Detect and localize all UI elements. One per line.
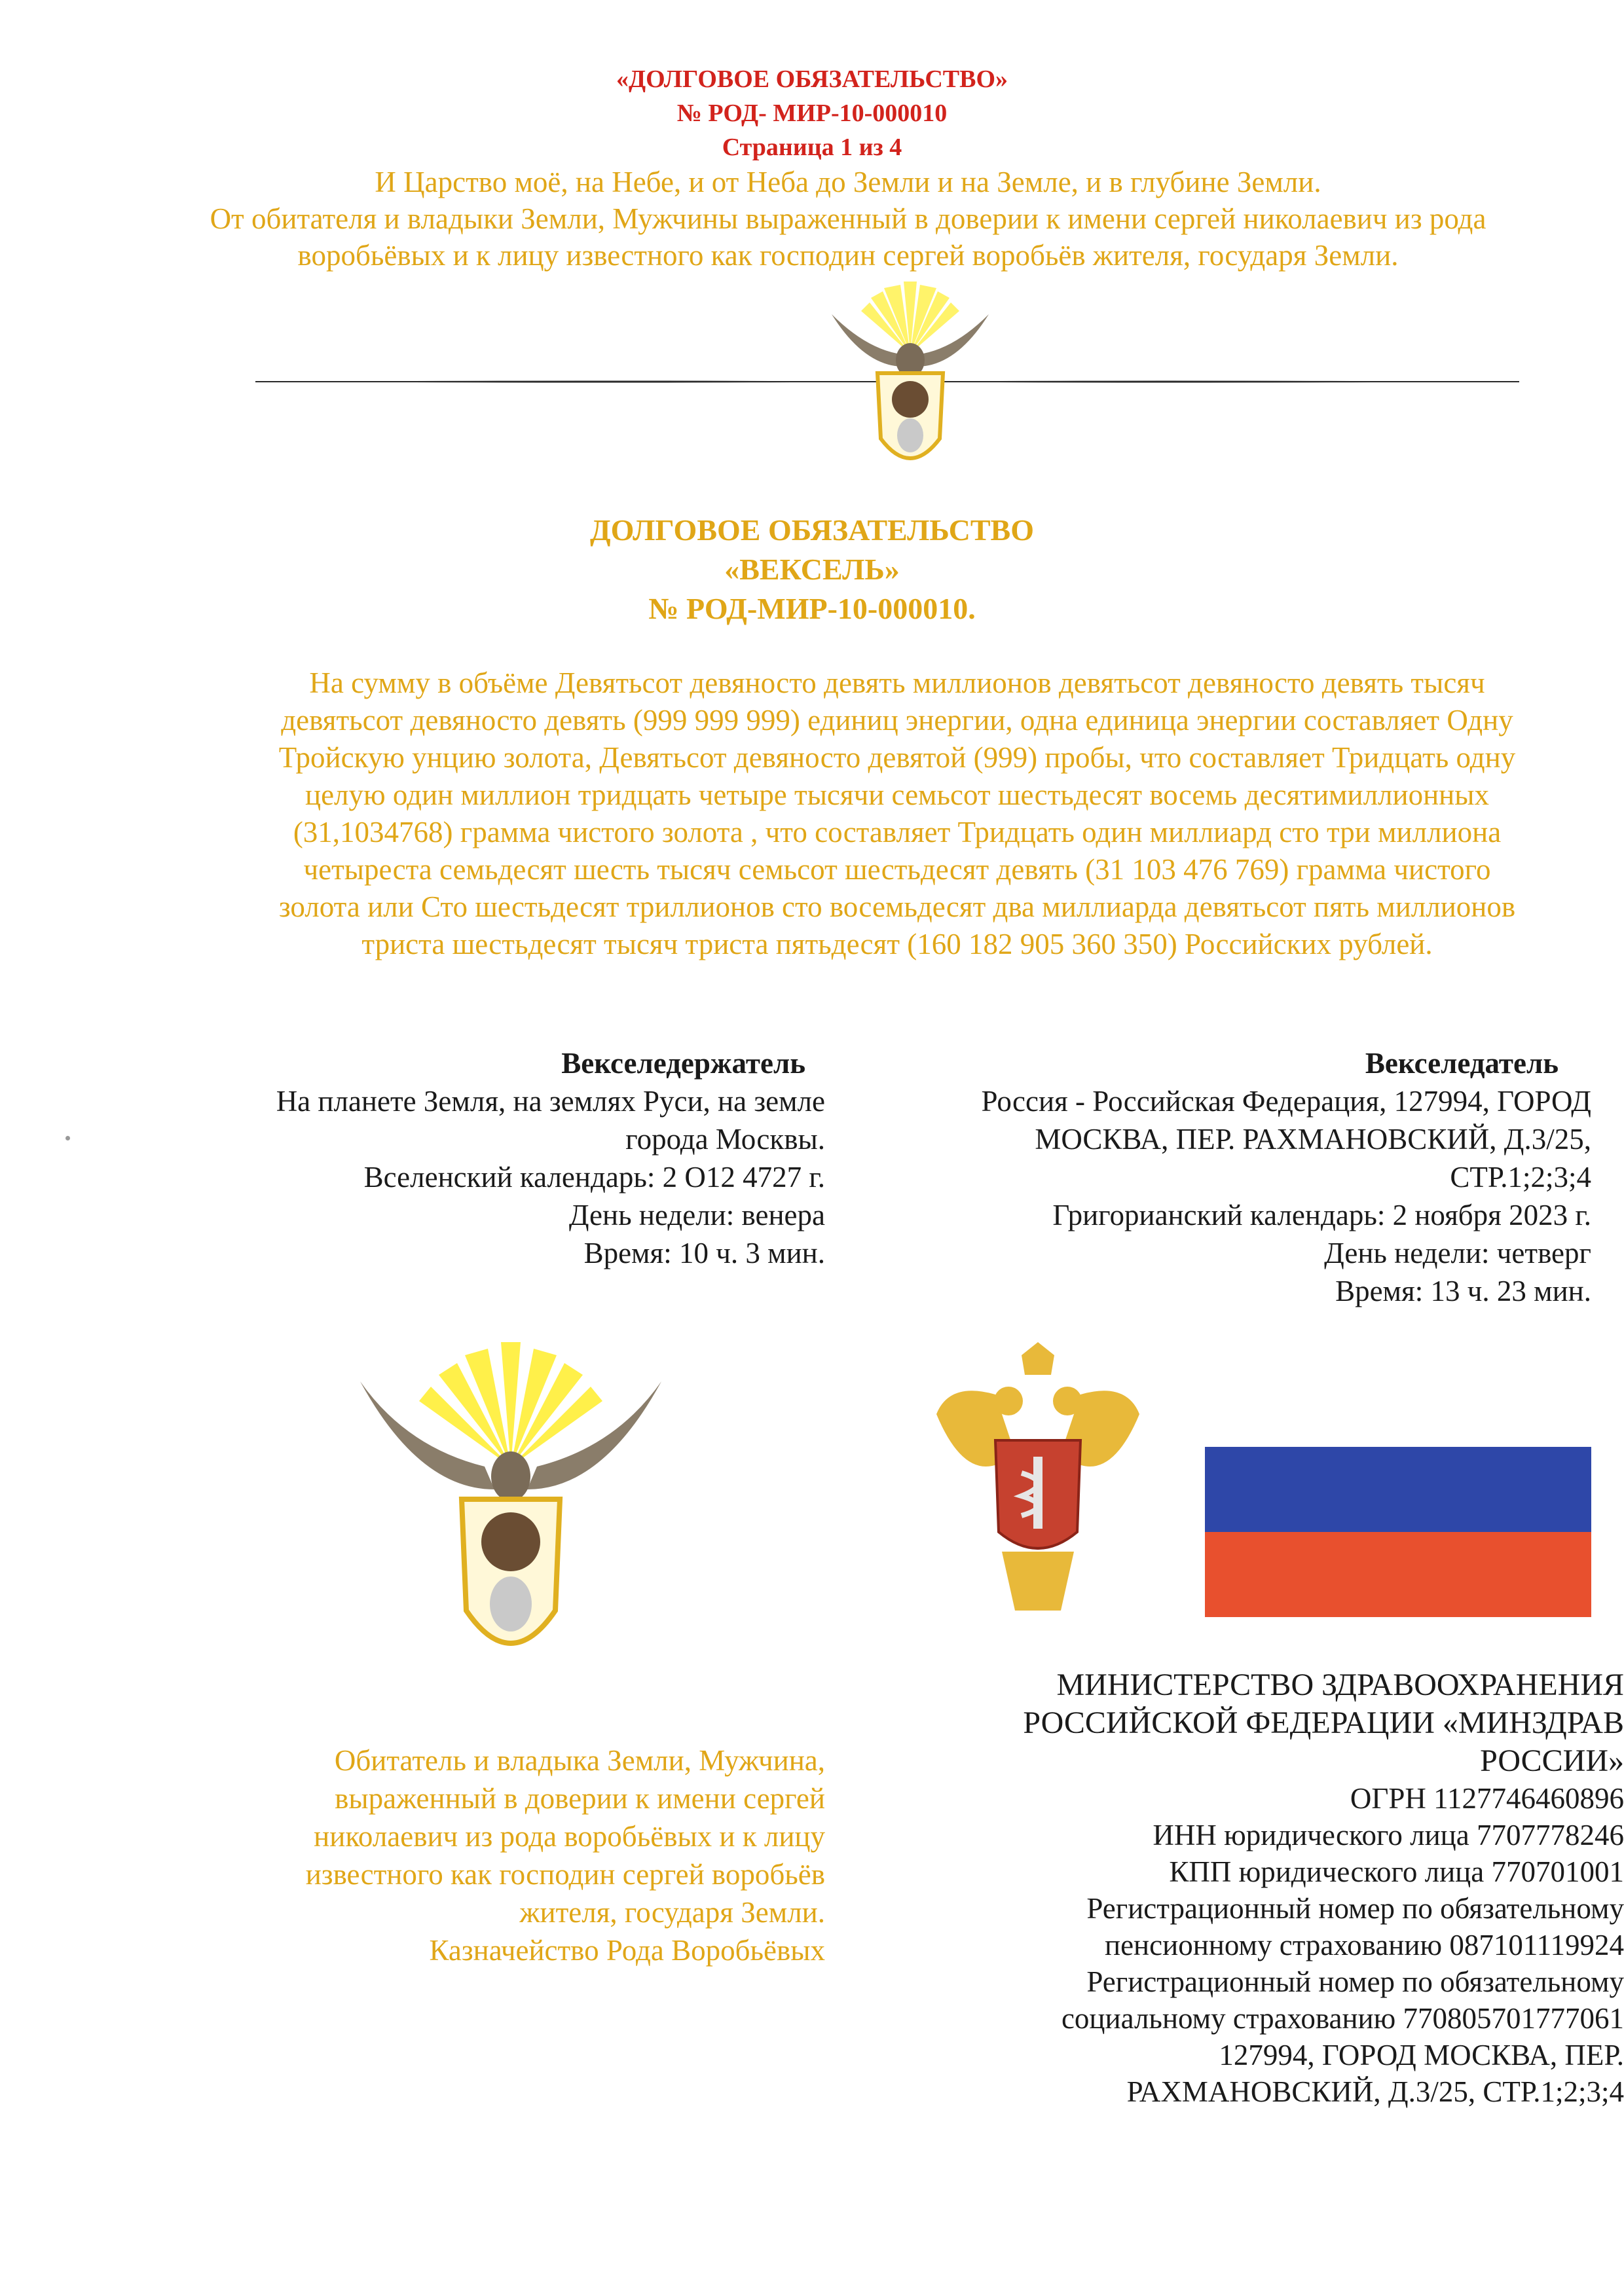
ministry-name-line: РОССИИ» [1480,1743,1624,1778]
intro-text [118,164,1578,274]
issuer-heading: Векселедатель [1365,1047,1559,1080]
ministry-kpp: КПП юридического лица 770701001 [1169,1855,1624,1888]
header-doc-name: «ДОЛГОВОЕ ОБЯЗАТЕЛЬСТВО» [616,65,1008,93]
issuer-line: СТР.1;2;3;4 [1450,1161,1591,1194]
ministry-detail-line: Регистрационный номер по обязательному [1086,1892,1624,1925]
ministry-detail-line: социальному страхованию 770805701777061 [1061,2002,1624,2035]
issuer-line: Россия - Российская Федерация, 127994, ГОРОД [981,1085,1591,1118]
issuer-line: День недели: четверг [1324,1237,1591,1269]
holder-line: На планете Земля, на землях Руси, на земле [276,1085,825,1118]
russian-flag-icon [1205,1447,1591,1617]
holder-signature-line: Обитатель и владыка Земли, Мужчина, [334,1744,825,1777]
ministry-address-line: РАХМАНОВСКИЙ, Д.3/25, СТР.1;2;3;4 [1126,2075,1624,2108]
amount-paragraph [177,665,1617,963]
russian-double-headed-eagle-icon [923,1342,1153,1624]
amount-line: девятьсот девяносто девять (999 999 999) единиц энергии, одна единица энергии составляет Одну [281,704,1513,737]
title-block [0,511,1624,629]
issuer-line: Время: 13 ч. 23 мин. [1335,1275,1591,1307]
intro-line: От обитателя и владыки Земли, Мужчины выраженный в доверии к имени сергей николаевич из рода [210,202,1486,235]
holder-line: День недели: венера [568,1199,825,1231]
title-number: № РОД-МИР-10-000010. [648,592,976,625]
issuer-line: МОСКВА, ПЕР. РАХМАНОВСКИЙ, Д.3/25, [1035,1123,1591,1156]
header-doc-number: № РОД- МИР-10-000010 [676,100,948,127]
title-line: ДОЛГОВОЕ ОБЯЗАТЕЛЬСТВО [590,513,1034,547]
holder-signature-line: николаевич из рода воробьёвых и к лицу [314,1820,825,1853]
header-page-label: Страница 1 из 4 [722,134,902,161]
scan-speck [65,1136,70,1140]
ministry-ogrn: ОГРН 1127746460896 [1350,1782,1624,1815]
document-header [0,62,1624,164]
ministry-block [936,1666,1624,2110]
amount-line: Тройскую унцию золота, Девятьсот девяносто девятой (999) пробы, что составляет Тридцать одну [278,741,1516,774]
intro-line: И Царство моё, на Небе, и от Неба до Земли и на Земле, и в глубине Земли. [375,166,1321,198]
ministry-name-line: МИНИСТЕРСТВО ЗДРАВООХРАНЕНИЯ [1056,1667,1624,1702]
bill-issuer-block [864,1044,1591,1310]
eagle-bear-crest-icon [805,275,1015,484]
treasury-name: Казначейство Рода Воробьёвых [429,1934,825,1967]
holder-signature-line: выраженный в доверии к имени сергей [335,1782,825,1815]
holder-line: Время: 10 ч. 3 мин. [583,1237,825,1269]
issuer-line: Григорианский календарь: 2 ноября 2023 г. [1052,1199,1591,1231]
holder-signature-line: известного как господин сергей воробьёв [305,1858,825,1891]
amount-line: четыреста семьдесят шесть тысяч семьсот шестьдесят девять (31 103 476 769) грамма чистого [303,853,1491,886]
holder-signature-line: жителя, государя Земли. [519,1896,825,1929]
ministry-detail-line: Регистрационный номер по обязательному [1086,1965,1624,1998]
bill-holder-block [131,1044,825,1272]
holder-heading: Векселедержатель [561,1047,805,1080]
eagle-bear-crest-icon [354,1336,668,1702]
amount-line: (31,1034768) грамма чистого золота , что составляет Тридцать один миллиард сто три миллиона [293,816,1502,848]
amount-line: золота или Сто шестьдесят триллионов сто восемьдесят два миллиарда девятьсот пять миллионов [278,890,1516,923]
ministry-name-line: РОССИЙСКОЙ ФЕДЕРАЦИИ «МИНЗДРАВ [1023,1705,1624,1740]
amount-line: На сумму в объёме Девятьсот девяносто девять миллионов девятьсот девяносто девять тысяч [309,666,1485,699]
ministry-detail-line: пенсионному страхованию 087101119924 [1105,1929,1624,1961]
amount-line: целую один миллион тридцать четыре тысячи семьсот шестьдесят восемь десятимиллионных [305,778,1489,811]
ministry-address-line: 127994, ГОРОД МОСКВА, ПЕР. [1219,2039,1624,2071]
intro-line: воробьёвых и к лицу известного как господин сергей воробьёв жителя, государя Земли. [297,239,1399,272]
ministry-inn: ИНН юридического лица 7707778246 [1153,1819,1624,1851]
holder-line: города Москвы. [625,1123,825,1156]
holder-signature-block [151,1741,825,1969]
title-line: «ВЕКСЕЛЬ» [724,553,900,586]
holder-line: Вселенский календарь: 2 О12 4727 г. [363,1161,825,1194]
amount-line: триста шестьдесят тысяч триста пятьдесят (160 182 905 360 350) Российских рублей. [361,928,1433,960]
